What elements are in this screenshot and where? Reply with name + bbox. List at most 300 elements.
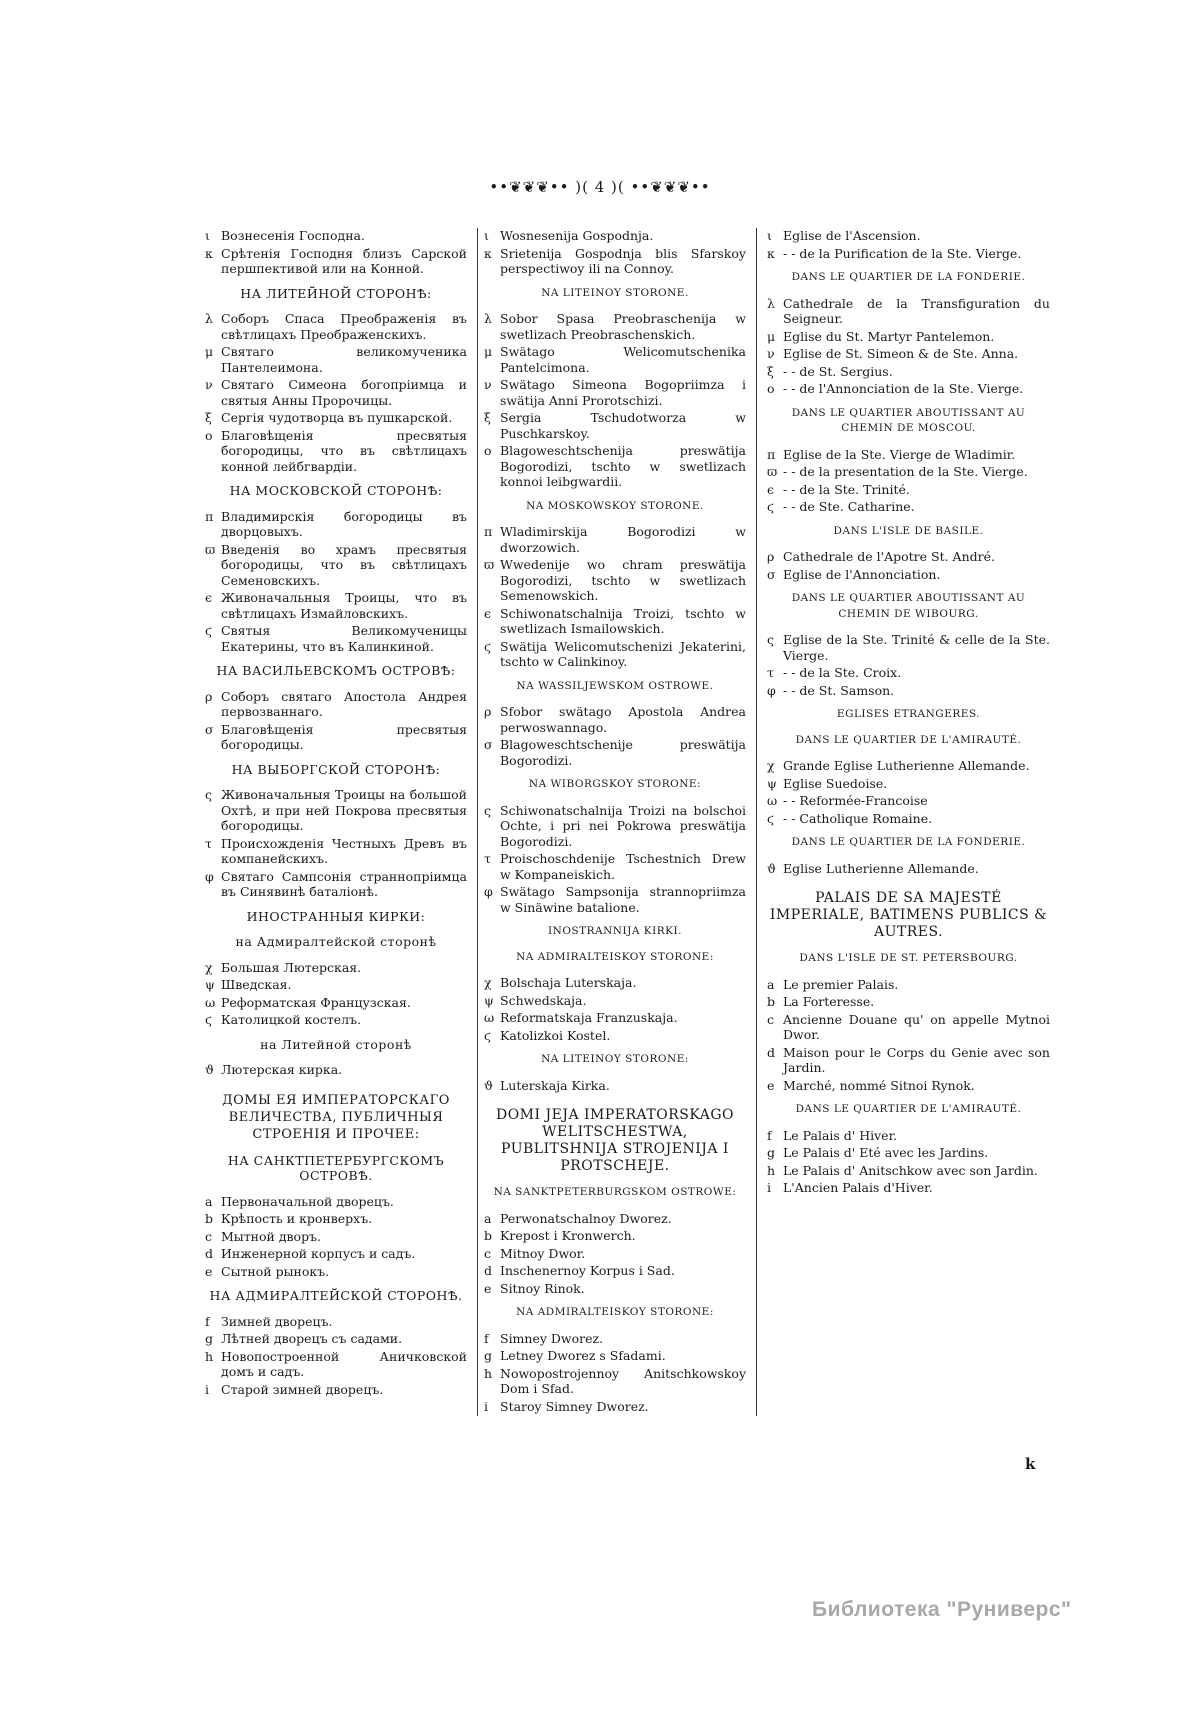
entry-text: - - de St. Samson.	[783, 682, 895, 698]
entry-text: Inschenernoy Korpus i Sad.	[500, 1263, 675, 1278]
entry-text: Wwedenije wo chram preswätija Bogorodizi, tschto w swetlizach Semenowskich.	[500, 557, 746, 603]
entry-text: Sfobor swätago Apostola Andrea perwoswannago.	[500, 704, 746, 735]
entry-text: - - Catholique Romaine.	[783, 810, 933, 826]
list-item	[205, 977, 467, 993]
entry-text: Eglise de la Ste. Vierge de Wladimir.	[783, 446, 1016, 462]
entry-marker: χ	[767, 758, 775, 773]
list-item	[205, 1314, 467, 1330]
russian-column	[205, 228, 477, 1416]
list-item	[205, 869, 467, 900]
list-item	[205, 960, 467, 976]
entry-text: Swätago Welicomutschenika Pantelcimona.	[500, 344, 746, 375]
entry-text: - - Reformée-Francoise	[783, 793, 928, 808]
entry-text: Proischoschdenije Tschestnich Drew w Kompaneiskich.	[500, 851, 746, 882]
entry-marker: ν	[767, 346, 775, 361]
list-item	[767, 346, 1050, 362]
entry-text: Eglise de l'Ascension.	[783, 228, 921, 243]
french-column	[757, 228, 1050, 1416]
entry-marker: g	[484, 1348, 493, 1363]
section-heading: NA LITEINOY STORONE:	[541, 1053, 689, 1065]
entry-marker: μ	[767, 328, 776, 344]
entry-text: Сергія чудотворца въ пушкарской.	[221, 410, 453, 425]
entry-marker: ϖ	[767, 464, 778, 479]
entry-text: - - de la Ste. Croix.	[783, 665, 902, 680]
entry-marker: e	[767, 1077, 775, 1093]
list-item	[205, 1012, 467, 1028]
list-item	[767, 246, 1050, 262]
entry-text: Blagoweschtschenije preswätija Bogorodizi.	[500, 737, 746, 768]
library-watermark: Библиотека "Руниверс"	[812, 1598, 1072, 1621]
list-item	[767, 296, 1050, 327]
entry-text: Wladimirskija Bogorodizi w dworzowich.	[500, 524, 746, 555]
entry-text: Большая Лютерская.	[221, 959, 362, 975]
list-item	[484, 1263, 746, 1279]
entry-marker: d	[767, 1044, 776, 1060]
signature-mark: k	[1025, 1455, 1036, 1473]
entry-marker: ξ	[205, 410, 212, 425]
list-item	[484, 704, 746, 735]
entry-marker: ς	[205, 787, 213, 802]
list-item	[484, 1228, 746, 1244]
list-item	[205, 228, 467, 244]
entry-marker: ι	[484, 228, 489, 243]
entry-marker: τ	[205, 835, 212, 851]
three-column-text	[205, 228, 1050, 1416]
section-heading: ИНОСТРАННЫЯ КИРКИ:	[246, 908, 426, 924]
entry-text: Blagoweschtschenija preswätija Bogorodizi, tschto w swetlizach konnoi leibgwardii.	[500, 443, 746, 489]
section-heading: DANS LE QUARTIER DE LA FONDERIE.	[791, 836, 1026, 848]
section-heading: НА ВАСИЛЬЕВСКОМЪ ОСТРОВѢ:	[216, 663, 456, 678]
entry-marker: ϑ	[484, 1077, 493, 1093]
list-item	[767, 1163, 1050, 1179]
entry-text: Perwonatschalnoy Dworez.	[500, 1210, 672, 1226]
list-item	[484, 975, 746, 991]
entry-marker: ϛ	[767, 499, 775, 514]
entry-marker: ο	[767, 381, 775, 396]
entry-text: Инженерной корпусъ и садъ.	[221, 1246, 416, 1261]
entry-marker: e	[484, 1280, 492, 1296]
section-heading: на Литейной сторонѣ	[260, 1036, 412, 1052]
section-heading: DANS LE QUARTIER DE L'AMIRAUTÉ.	[795, 1103, 1022, 1115]
list-item	[205, 623, 467, 654]
entry-text: Staroy Simney Dworez.	[500, 1398, 649, 1414]
entry-text: Schwedskaja.	[500, 992, 587, 1008]
entry-text: Благовѣщенія пресвятыя богородицы.	[221, 721, 467, 752]
list-item	[205, 1211, 467, 1227]
list-item	[767, 1078, 1050, 1094]
entry-text: Ancienne Douane qu' on appelle Mytnoi Dwor.	[783, 1011, 1050, 1042]
entry-marker: ς	[484, 802, 492, 818]
entry-marker: λ	[205, 311, 213, 326]
section-heading: INOSTRANNIJA KIRKI.	[547, 925, 682, 937]
list-item	[767, 1012, 1050, 1043]
list-item	[767, 811, 1050, 827]
list-item	[205, 410, 467, 426]
entry-marker: χ	[205, 959, 213, 975]
section-heading: NA ADMIRALTEISKOY STORONE:	[516, 1306, 714, 1318]
entry-marker: ο	[205, 427, 213, 443]
list-item	[205, 509, 467, 540]
list-item	[767, 793, 1050, 809]
entry-marker: i	[205, 1381, 209, 1397]
entry-text: Swätija Welicomutschenizi Jekaterini, tschto w Calinkinoy.	[500, 638, 746, 669]
list-item	[484, 884, 746, 915]
transliteration-column	[477, 228, 757, 1416]
entry-text: Срѣтенія Господня близъ Сарской першпективой или на Конной.	[221, 245, 467, 276]
list-item	[205, 1246, 467, 1262]
entry-marker: ϵ	[767, 481, 775, 497]
section-heading: EGLISES ETRANGERES.	[836, 708, 981, 720]
entry-marker: ω	[767, 793, 778, 808]
section-heading: DANS LE QUARTIER DE L'AMIRAUTÉ.	[795, 733, 1022, 746]
entry-text: - - de la Purification de la Ste. Vierge.	[783, 245, 1022, 261]
entry-marker: h	[484, 1365, 493, 1381]
entry-marker: f	[205, 1313, 210, 1329]
entry-text: Eglise de l'Annonciation.	[783, 566, 941, 582]
entry-marker: g	[767, 1145, 776, 1160]
entry-text: - - de la Ste. Trinité.	[783, 481, 910, 497]
entry-text: Le Palais d' Anitschkow avec son Jardin.	[783, 1162, 1038, 1178]
list-item	[205, 311, 467, 342]
list-item	[484, 1399, 746, 1415]
entry-text: Eglise Suedoise.	[783, 775, 888, 791]
section-heading: NA SANKTPETERBURGSKOM OSTROWE:	[493, 1186, 737, 1198]
list-item	[205, 246, 467, 277]
entry-text: Соборъ Спаса Преображенія въ свѣтлицахъ Преображенскихъ.	[221, 311, 467, 342]
entry-marker: ψ	[767, 775, 777, 791]
list-item	[484, 1078, 746, 1094]
entry-text: Wosnesenija Gospodnja.	[500, 228, 654, 243]
entry-text: Bolschaja Luterskaja.	[500, 975, 637, 990]
entry-text: Лютерская кирка.	[221, 1062, 343, 1077]
entry-text: Krepost i Kronwerch.	[500, 1228, 636, 1243]
entry-marker: d	[205, 1246, 214, 1261]
entry-text: Nowopostrojennoy Anitschkowskoy Dom i Sfad.	[500, 1365, 746, 1396]
list-item	[767, 977, 1050, 993]
entry-marker: λ	[767, 295, 775, 311]
entry-marker: c	[767, 1011, 775, 1027]
entry-marker: ϵ	[484, 605, 492, 621]
entry-text: Simney Dworez.	[500, 1330, 604, 1346]
entry-marker: c	[205, 1228, 213, 1244]
entry-text: Eglise de St. Simeon & de Ste. Anna.	[783, 346, 1019, 361]
list-item	[767, 228, 1050, 244]
entry-text: Старой зимней дворецъ.	[221, 1381, 384, 1397]
section-heading: НА ЛИТЕЙНОЙ СТОРОНѢ:	[240, 285, 432, 301]
entry-text: Marché, nommé Sitnoi Rynok.	[783, 1077, 975, 1093]
entry-marker: σ	[767, 566, 776, 582]
list-item	[484, 524, 746, 555]
entry-text: Сытной рынокъ.	[221, 1263, 330, 1279]
entry-text: Зимней дворецъ.	[221, 1313, 333, 1329]
list-item	[767, 1180, 1050, 1196]
entry-marker: μ	[484, 344, 493, 359]
entry-marker: i	[484, 1398, 488, 1414]
list-item	[484, 228, 746, 244]
entry-text: - - de la presentation de la Ste. Vierge.	[783, 464, 1028, 479]
entry-text: - - de St. Sergius.	[783, 363, 893, 379]
entry-text: Mitnoy Dwor.	[500, 1245, 586, 1261]
list-item	[484, 606, 746, 637]
section-heading: НА АДМИРАЛТЕЙСКОЙ СТОРОНѢ.	[209, 1288, 463, 1303]
section-heading: НА МОСКОВСКОЙ СТОРОНѢ:	[229, 483, 443, 498]
entry-text: Святаго великомученика Пантелеимона.	[221, 344, 467, 375]
list-item	[767, 1045, 1050, 1076]
entry-text: Первоначальной дворецъ.	[221, 1193, 394, 1209]
list-item	[767, 665, 1050, 681]
entry-text: Letney Dworez s Sfadami.	[500, 1348, 666, 1363]
list-item	[484, 1211, 746, 1227]
entry-marker: π	[205, 508, 214, 524]
list-item	[205, 344, 467, 375]
entry-text: Благовѣщенія пресвятыя богородицы, что въ свѣтлицахъ конной лейбгвардіи.	[221, 427, 467, 474]
section-heading: DANS LE QUARTIER DE LA FONDERIE.	[791, 271, 1026, 283]
entry-marker: ϛ	[205, 623, 213, 638]
list-item	[767, 776, 1050, 792]
entry-text: Le Palais d' Hiver.	[783, 1127, 898, 1143]
entry-marker: ψ	[484, 992, 494, 1008]
entry-text: Живоначальныя Троицы на большой Охтѣ, и при ней Покрова пресвятыя богородицы.	[221, 787, 467, 833]
list-item	[767, 499, 1050, 515]
entry-marker: π	[767, 446, 776, 462]
entry-marker: d	[484, 1263, 493, 1278]
list-item	[484, 737, 746, 768]
entry-marker: ϛ	[767, 810, 775, 826]
entry-text: Вознесенія Господна.	[221, 228, 365, 243]
entry-text: Eglise Lutherienne Allemande.	[783, 860, 979, 876]
list-item	[484, 1010, 746, 1026]
entry-marker: ω	[484, 1010, 495, 1025]
list-item	[484, 311, 746, 342]
entry-text: Le Palais d' Eté avec les Jardins.	[783, 1145, 989, 1160]
entry-text: Святыя Великомученицы Екатерины, что въ Калинкиной.	[221, 623, 467, 654]
entry-marker: ϛ	[205, 1012, 213, 1027]
entry-text: Le premier Palais.	[783, 976, 899, 992]
list-item	[767, 464, 1050, 480]
entry-marker: a	[484, 1210, 492, 1226]
entry-marker: ς	[767, 632, 775, 647]
entry-text: Cathedrale de la Transfiguration du Seigneur.	[783, 295, 1050, 326]
list-item	[767, 994, 1050, 1010]
section-heading: DANS L'ISLE DE BASILE.	[833, 524, 984, 537]
list-item	[484, 557, 746, 604]
entry-text: Мытной дворъ.	[221, 1228, 322, 1244]
entry-text: - - de Ste. Catharine.	[783, 499, 915, 514]
entry-text: Владимирскія богородицы въ дворцовыхъ.	[221, 508, 467, 539]
section-heading: DANS LE QUARTIER ABOUTISSANT AU CHEMIN DE MOSCOU.	[791, 406, 1026, 434]
list-item	[484, 803, 746, 850]
list-item	[205, 542, 467, 589]
entry-text: Введенія во храмъ пресвятыя богородицы, что въ свѣтлицахъ Семеновскихъ.	[221, 541, 467, 588]
entry-text: Eglise du St. Martyr Pantelemon.	[783, 328, 995, 344]
entry-marker: φ	[205, 868, 214, 884]
entry-marker: ρ	[767, 549, 775, 564]
entry-text: La Forteresse.	[783, 994, 875, 1009]
entry-marker: b	[767, 994, 776, 1009]
entry-text: Katolizkoi Kostel.	[500, 1027, 611, 1043]
section-heading: NA LITEINOY STORONE.	[541, 286, 689, 299]
list-item	[484, 344, 746, 375]
entry-text: Святаго Сампсонія страннопріимца въ Синявинѣ баталіонѣ.	[221, 868, 467, 899]
entry-text: Sobor Spasa Preobraschenija w swetlizach Preobraschenskich.	[500, 311, 746, 342]
list-item	[767, 482, 1050, 498]
entry-marker: κ	[205, 245, 213, 261]
list-item	[484, 639, 746, 670]
entry-marker: f	[767, 1127, 772, 1143]
entry-marker: ϑ	[205, 1062, 214, 1077]
list-item	[767, 632, 1050, 663]
entry-marker: σ	[205, 721, 214, 737]
entry-marker: ϵ	[205, 590, 213, 605]
list-item	[484, 1331, 746, 1347]
entry-text: Лѣтней дворецъ съ садами.	[221, 1331, 403, 1346]
list-item	[484, 443, 746, 490]
entry-marker: κ	[484, 245, 492, 261]
list-item	[767, 758, 1050, 774]
list-item	[767, 683, 1050, 699]
list-item	[767, 447, 1050, 463]
entry-text: - - de l'Annonciation de la Ste. Vierge.	[783, 381, 1024, 396]
list-item	[205, 1382, 467, 1398]
entry-marker: g	[205, 1331, 214, 1346]
entry-marker: λ	[484, 311, 492, 326]
page-header: ••❦❦❦•• )( 4 )( ••❦❦❦••	[489, 178, 711, 196]
entry-text: Католицкой костелъ.	[221, 1012, 362, 1027]
entry-text: Sitnoy Rinok.	[500, 1280, 585, 1296]
entry-text: Reformatskaja Franzuskaja.	[500, 1010, 678, 1025]
entry-marker: ϛ	[484, 1027, 492, 1043]
part-title: ДОМЫ ЕЯ ИМПЕРАТОРСКАГО ВЕЛИЧЕСТВА, ПУБЛИЧНЫЯ СТРОЕНІЯ И ПРОЧЕЕ:	[222, 1092, 450, 1142]
list-item	[767, 329, 1050, 345]
entry-marker: h	[205, 1348, 214, 1364]
section-heading: НА САНКТПЕТЕРБУРГСКОМЪ ОСТРОВѢ.	[227, 1152, 445, 1183]
list-item	[484, 851, 746, 882]
list-item	[205, 1229, 467, 1245]
section-heading: на Адмиралтейской сторонѣ	[235, 934, 437, 949]
list-item	[767, 861, 1050, 877]
entry-marker: ϑ	[767, 860, 776, 876]
entry-text: Новопостроенной Аничковской домъ и садъ.	[221, 1348, 467, 1379]
entry-marker: ν	[484, 377, 492, 392]
entry-text: Sergia Tschudotworza w Puschkarskoy.	[500, 410, 746, 441]
entry-text: L'Ancien Palais d'Hiver.	[783, 1180, 933, 1195]
list-item	[484, 1348, 746, 1364]
entry-marker: b	[205, 1211, 214, 1226]
entry-marker: b	[484, 1228, 493, 1243]
entry-marker: ξ	[767, 363, 774, 379]
entry-marker: ν	[205, 377, 213, 392]
entry-marker: σ	[484, 737, 493, 752]
entry-text: Реформатская Французская.	[221, 994, 411, 1010]
entry-marker: ο	[484, 443, 492, 458]
section-heading: НА ВЫБОРГСКОЙ СТОРОНѢ:	[231, 761, 441, 777]
entry-text: Живоначальныя Троицы, что въ свѣтлицахъ Измайловскихъ.	[221, 590, 467, 621]
entry-text: Соборъ святаго Апостола Андрея первозваннаго.	[221, 688, 467, 719]
entry-text: Swätago Sampsonija strannopriimza w Sinäwine batalione.	[500, 884, 746, 915]
list-item	[767, 567, 1050, 583]
part-title: DOMI JEJA IMPERATORSKAGO WELITSCHESTWA, PUBLITSHNIJA STROJENIJA I PROTSCHEJE.	[495, 1107, 735, 1174]
entry-text: Cathedrale de l'Apotre St. André.	[783, 549, 995, 564]
entry-marker: a	[205, 1193, 213, 1209]
section-heading: NA MOSKOWSKOY STORONE.	[526, 499, 704, 512]
list-item	[767, 549, 1050, 565]
entry-marker: ϖ	[205, 541, 216, 557]
list-item	[767, 364, 1050, 380]
entry-marker: e	[205, 1263, 213, 1279]
list-item	[767, 1128, 1050, 1144]
list-item	[205, 1264, 467, 1280]
entry-marker: ϖ	[484, 557, 495, 572]
entry-text: Крѣпость и кронверхъ.	[221, 1211, 373, 1226]
list-item	[484, 1028, 746, 1044]
entry-text: Schiwonatschalnija Troizi, tschto w swetlizach Ismailowskich.	[500, 605, 746, 636]
list-item	[205, 1331, 467, 1347]
entry-marker: i	[767, 1180, 771, 1195]
list-item	[205, 377, 467, 408]
entry-marker: f	[484, 1330, 489, 1346]
list-item	[484, 1366, 746, 1397]
entry-marker: ω	[205, 994, 216, 1010]
list-item	[205, 590, 467, 621]
list-item	[205, 428, 467, 475]
list-item	[484, 246, 746, 277]
entry-marker: ξ	[484, 410, 491, 425]
list-item	[484, 1281, 746, 1297]
section-heading: NA WASSILJEWSKOM OSTROWE.	[516, 679, 714, 692]
entry-text: Святаго Симеона богопріимца и святыя Анны Пророчицы.	[221, 377, 467, 408]
entry-marker: ψ	[205, 977, 215, 992]
entry-marker: a	[767, 976, 775, 992]
list-item	[484, 993, 746, 1009]
entry-marker: ρ	[205, 688, 213, 704]
section-heading: DANS L'ISLE DE ST. PETERSBOURG.	[799, 952, 1018, 964]
entry-text: Swätago Simeona Bogopriimza i swätija Anni Prorotschizi.	[500, 377, 746, 408]
list-item	[484, 377, 746, 408]
list-item	[205, 689, 467, 720]
list-item	[484, 410, 746, 441]
entry-text: Eglise de la Ste. Trinité & celle de la Ste. Vierge.	[783, 632, 1050, 663]
entry-marker: φ	[767, 682, 776, 698]
list-item	[205, 995, 467, 1011]
entry-marker: ρ	[484, 704, 492, 719]
entry-marker: τ	[767, 665, 774, 680]
entry-text: Srietenija Gospodnja blis Sfarskoy perspectiwoy ili na Connoy.	[500, 245, 746, 276]
list-item	[767, 381, 1050, 397]
entry-marker: κ	[767, 245, 775, 261]
entry-marker: π	[484, 524, 493, 539]
list-item	[767, 1145, 1050, 1161]
entry-marker: ι	[205, 228, 210, 243]
list-item	[205, 722, 467, 753]
section-heading: NA ADMIRALTEISKOY STORONE:	[516, 950, 714, 963]
part-title: PALAIS DE SA MAJESTÉ IMPERIALE, BATIMENS PUBLICS & AUTRES.	[769, 890, 1048, 940]
entry-text: Шведская.	[221, 977, 292, 992]
entry-marker: φ	[484, 884, 493, 899]
entry-marker: ι	[767, 228, 772, 243]
list-item	[205, 836, 467, 867]
entry-marker: χ	[484, 975, 492, 990]
entry-marker: μ	[205, 344, 214, 359]
entry-text: Maison pour le Corps du Genie avec son Jardin.	[783, 1044, 1050, 1075]
entry-text: Происхожденія Честныхъ Древъ въ компанейскихъ.	[221, 835, 467, 866]
list-item	[205, 1194, 467, 1210]
entry-marker: ϛ	[484, 638, 492, 654]
entry-text: Luterskaja Kirka.	[500, 1077, 610, 1093]
section-heading: NA WIBORGSKOY STORONE:	[528, 778, 702, 790]
list-item	[205, 1349, 467, 1380]
entry-marker: c	[484, 1245, 492, 1261]
entry-text: Grande Eglise Lutherienne Allemande.	[783, 758, 1030, 773]
